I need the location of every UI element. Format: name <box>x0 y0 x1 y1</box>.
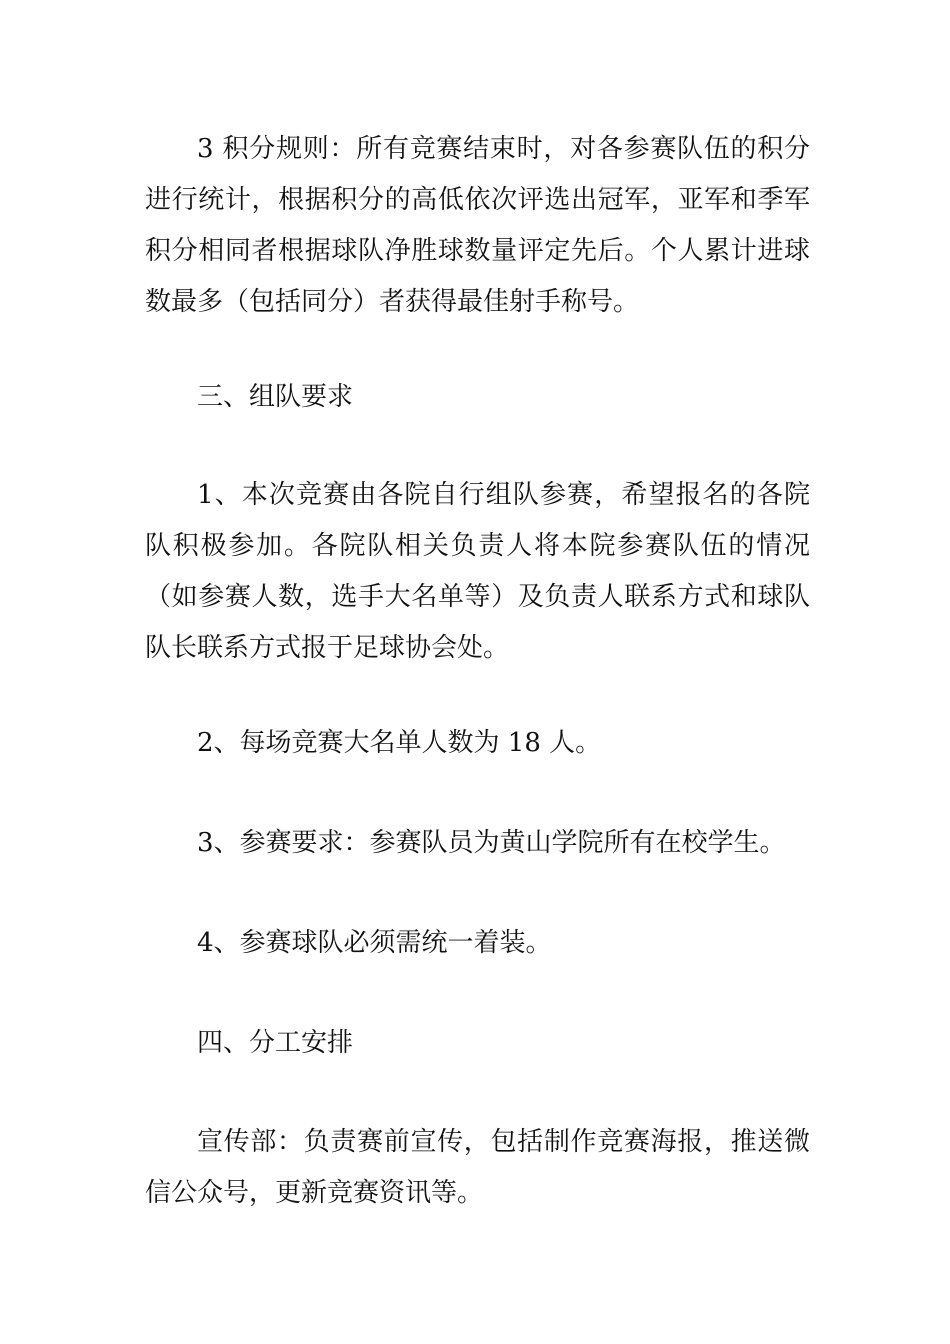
paragraph-team-requirement-4: 4、参赛球队必须需统一着装。 <box>197 928 552 958</box>
section-heading-team-requirements: 三、组队要求 <box>197 382 354 412</box>
paragraph-scoring-rule: 3 积分规则：所有竞赛结束时，对各参赛队伍的积分进行统计，根据积分的高低依次评选出冠军，亚军和季军积分相同者根据球队净胜球数量评定先后。个人累计进球数最多（包括同分）者获得最佳射手称号。 <box>145 134 810 317</box>
paragraph-publicity-department: 宣传部：负责赛前宣传，包括制作竞赛海报，推送微信公众号，更新竞赛资讯等。 <box>145 1127 810 1208</box>
paragraph-team-requirement-1: 1、本次竞赛由各院自行组队参赛，希望报名的各院队积极参加。各院队相关负责人将本院参赛队伍的情况（如参赛人数，选手大名单等）及负责人联系方式和球队队长联系方式报于足球协会处。 <box>145 480 810 663</box>
paragraph-team-requirement-2: 2、每场竞赛大名单人数为 18 人。 <box>197 728 602 758</box>
paragraph-team-requirement-3: 3、参赛要求：参赛队员为黄山学院所有在校学生。 <box>197 828 786 858</box>
section-heading-division-of-work: 四、分工安排 <box>197 1028 354 1058</box>
